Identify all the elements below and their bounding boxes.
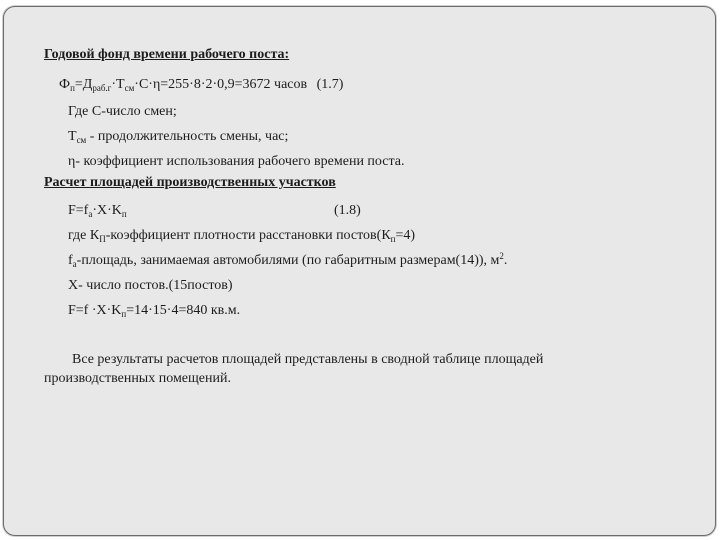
definition-vehicle-area bbox=[68, 252, 507, 270]
formula-symbol: Ф bbox=[59, 77, 71, 92]
formula-symbol: ·X·K bbox=[92, 203, 122, 218]
summary-text-line-1: Все результаты расчетов площадей представлены в сводной таблице площадей bbox=[72, 352, 544, 367]
formula-subscript: п bbox=[70, 83, 75, 93]
definition-shift-duration bbox=[68, 128, 288, 146]
formula-area bbox=[68, 202, 127, 220]
definition-text: - продолжительность смены, час; bbox=[86, 129, 289, 144]
formula-subscript: а bbox=[88, 209, 93, 219]
definition-text: -коэффициент плотности расстановки постов(К bbox=[105, 228, 391, 243]
definition-superscript: 2 bbox=[499, 251, 504, 261]
formula-expression: =14·15·4=840 кв.м. bbox=[126, 303, 241, 318]
definition-density bbox=[68, 227, 415, 245]
definition-text: . bbox=[503, 253, 508, 268]
formula-subscript: п bbox=[121, 309, 127, 319]
formula-subscript: раб.г bbox=[92, 83, 112, 93]
formula-symbol: ·Т bbox=[111, 77, 125, 92]
definition-utilization: η- коэффициент использования рабочего времени поста. bbox=[68, 154, 405, 169]
formula-expression: ·С·η=255·8·2·0,9=3672 часов bbox=[134, 77, 308, 92]
definition-symbol: Т bbox=[68, 129, 77, 144]
formula-symbol: F=f bbox=[68, 203, 89, 218]
definition-text: =4) bbox=[395, 228, 416, 243]
definition-subscript: а bbox=[72, 259, 77, 269]
formula-area-result bbox=[68, 302, 240, 320]
formula-number: (1.7) bbox=[316, 77, 344, 92]
heading-area-calculation: Расчет площадей производственных участков bbox=[44, 175, 336, 190]
slide-panel bbox=[3, 6, 716, 536]
definition-subscript: см bbox=[76, 135, 87, 145]
definition-text: -площадь, занимаемая автомобилями (по габаритным размерам(14)), м bbox=[76, 253, 500, 268]
formula-annual-fund bbox=[59, 76, 343, 94]
formula-area-number: (1.8) bbox=[334, 203, 361, 218]
heading-annual-time-fund: Годовой фонд времени рабочего поста: bbox=[44, 47, 290, 62]
definition-symbol: f bbox=[68, 253, 73, 268]
definition-shifts: Где С-число смен; bbox=[68, 104, 177, 119]
formula-subscript: см bbox=[124, 83, 135, 93]
formula-expression: F=f ·X·K bbox=[68, 303, 122, 318]
formula-subscript: п bbox=[121, 209, 127, 219]
formula-symbol: =Д bbox=[74, 77, 93, 92]
definition-subscript: П bbox=[99, 234, 106, 244]
definition-subscript: п bbox=[390, 234, 396, 244]
summary-text-line-2: производственных помещений. bbox=[44, 371, 231, 386]
definition-post-count: Х- число постов.(15постов) bbox=[68, 278, 233, 293]
definition-text: где К bbox=[68, 228, 100, 243]
